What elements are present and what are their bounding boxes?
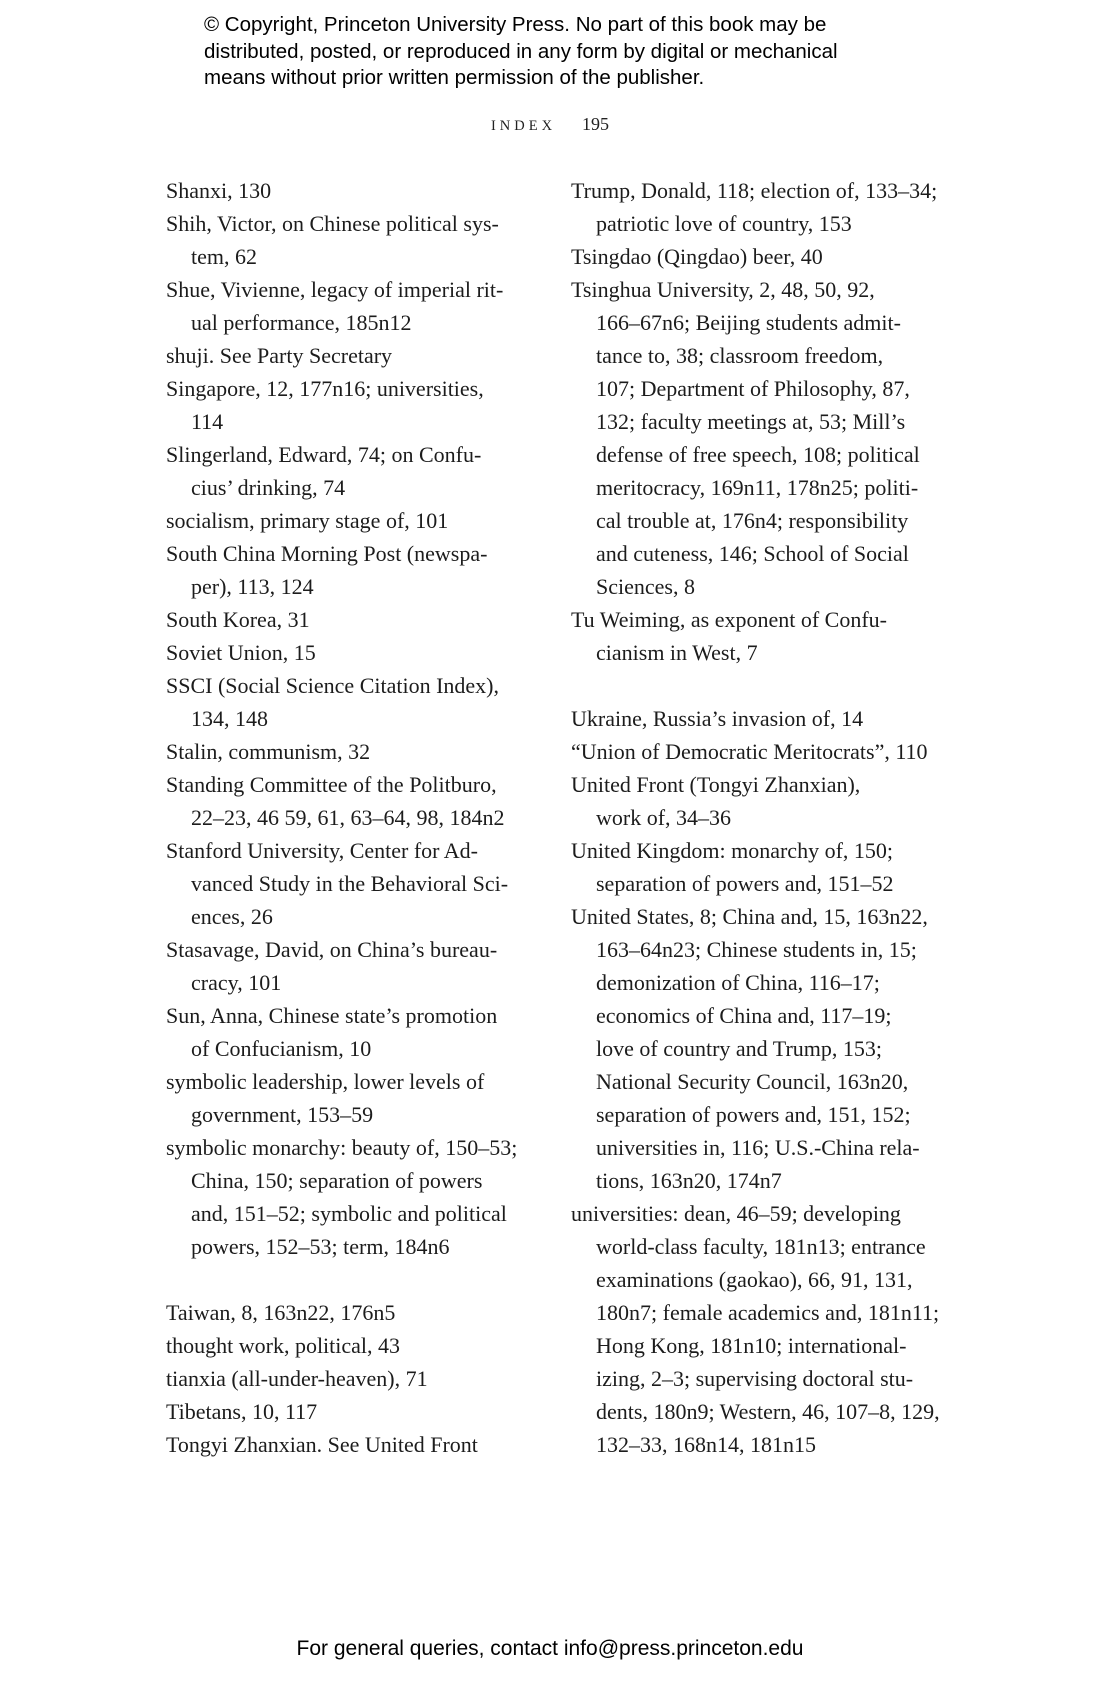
index-entry-continuation: cal trouble at, 176n4; responsibility <box>596 508 909 533</box>
index-entry-continuation: per), 113, 124 <box>191 574 314 599</box>
copyright-line: distributed, posted, or reproduced in any form by digital or mechanical <box>204 39 838 63</box>
index-entry-continuation: cracy, 101 <box>191 970 282 995</box>
index-entry-continuation: China, 150; separation of powers <box>191 1168 483 1193</box>
index-entry: symbolic monarchy: beauty of, 150–53; <box>166 1135 518 1160</box>
index-entry-continuation: and, 151–52; symbolic and political <box>191 1201 507 1226</box>
index-entry: tianxia (all-under-heaven), 71 <box>166 1366 428 1391</box>
index-entry: South China Morning Post (newspa- <box>166 541 488 566</box>
index-entry: Stanford University, Center for Ad- <box>166 838 479 863</box>
index-entry-continuation: tions, 163n20, 174n7 <box>596 1168 782 1193</box>
index-entry-continuation: 132–33, 168n14, 181n15 <box>596 1432 816 1457</box>
index-entry: Singapore, 12, 177n16; universities, <box>166 376 484 401</box>
index-entry: Stalin, communism, 32 <box>166 739 371 764</box>
index-entry: United Kingdom: monarchy of, 150; <box>571 838 894 863</box>
index-entry-continuation: ual performance, 185n12 <box>191 310 412 335</box>
index-entry: Soviet Union, 15 <box>166 640 316 665</box>
index-entry: “Union of Democratic Meritocrats”, 110 <box>571 739 928 764</box>
index-entry-continuation: and cuteness, 146; School of Social <box>596 541 909 566</box>
index-entry-continuation: dents, 180n9; Western, 46, 107–8, 129, <box>596 1399 940 1424</box>
index-entry-continuation: government, 153–59 <box>191 1102 374 1127</box>
index-entry-continuation: 134, 148 <box>191 706 268 731</box>
section-gap <box>571 669 941 702</box>
index-entry: Taiwan, 8, 163n22, 176n5 <box>166 1300 396 1325</box>
index-entry-continuation: 114 <box>191 409 224 434</box>
index-entry: Stasavage, David, on China’s bureau- <box>166 937 498 962</box>
index-entry-continuation: world-class faculty, 181n13; entrance <box>596 1234 926 1259</box>
index-entry-continuation: Sciences, 8 <box>596 574 695 599</box>
index-entry-continuation: defense of free speech, 108; political <box>596 442 920 467</box>
running-head-label: INDEX <box>490 118 557 134</box>
index-entry-continuation: 180n7; female academics and, 181n11; <box>596 1300 940 1325</box>
index-column-left <box>166 174 526 1461</box>
index-entry: Tibetans, 10, 117 <box>166 1399 318 1424</box>
index-entry-continuation: 22–23, 46 59, 61, 63–64, 98, 184n2 <box>191 805 505 830</box>
copyright-line: means without prior written permission of the publisher. <box>204 66 705 89</box>
index-entry: Trump, Donald, 118; election of, 133–34; <box>571 178 938 203</box>
index-entry-continuation: tem, 62 <box>191 244 257 269</box>
index-entry-continuation: National Security Council, 163n20, <box>596 1069 909 1094</box>
index-column-right <box>571 174 941 1461</box>
index-entry-continuation: work of, 34–36 <box>596 805 732 830</box>
index-entry: Tsingdao (Qingdao) beer, 40 <box>571 244 823 269</box>
index-entry: South Korea, 31 <box>166 607 310 632</box>
copyright-line: © Copyright, Princeton University Press. No part of this book may be <box>204 13 827 36</box>
index-entry-continuation: cianism in West, 7 <box>596 640 758 665</box>
index-entry-continuation: izing, 2–3; supervising doctoral stu- <box>596 1366 914 1391</box>
index-entry-continuation: 163–64n23; Chinese students in, 15; <box>596 937 917 962</box>
index-entry: SSCI (Social Science Citation Index), <box>166 673 499 698</box>
index-entry-continuation: cius’ drinking, 74 <box>191 475 346 500</box>
index-entry: Shanxi, 130 <box>166 178 272 203</box>
index-entry-continuation: tance to, 38; classroom freedom, <box>596 343 884 368</box>
index-entry-continuation: economics of China and, 117–19; <box>596 1003 892 1028</box>
running-head <box>0 114 1100 135</box>
index-entry: Tu Weiming, as exponent of Confu- <box>571 607 887 632</box>
section-gap <box>166 1263 526 1296</box>
index-entry-continuation: examinations (gaokao), 66, 91, 131, <box>596 1267 913 1292</box>
index-entry-continuation: love of country and Trump, 153; <box>596 1036 882 1061</box>
index-entry-continuation: demonization of China, 116–17; <box>596 970 880 995</box>
index-entry-continuation: 107; Department of Philosophy, 87, <box>596 376 910 401</box>
index-entry: thought work, political, 43 <box>166 1333 401 1358</box>
index-entry: socialism, primary stage of, 101 <box>166 508 449 533</box>
index-entry: Tsinghua University, 2, 48, 50, 92, <box>571 277 875 302</box>
index-entry-continuation: 132; faculty meetings at, 53; Mill’s <box>596 409 906 434</box>
index-entry: United States, 8; China and, 15, 163n22, <box>571 904 928 929</box>
index-entry: universities: dean, 46–59; developing <box>571 1201 901 1226</box>
index-entry: Tongyi Zhanxian. See United Front <box>166 1432 478 1457</box>
index-entry-continuation: 166–67n6; Beijing students admit- <box>596 310 901 335</box>
footer-contact: For general queries, contact info@press.princeton.edu <box>296 1637 804 1660</box>
index-entry: shuji. See Party Secretary <box>166 343 393 368</box>
index-entry-continuation: Hong Kong, 181n10; international- <box>596 1333 907 1358</box>
index-entry-continuation: ences, 26 <box>191 904 273 929</box>
index-entry-continuation: universities in, 116; U.S.-China rela- <box>596 1135 920 1160</box>
index-entry-continuation: of Confucianism, 10 <box>191 1036 372 1061</box>
page-number: 195 <box>582 114 610 134</box>
index-entry: Shue, Vivienne, legacy of imperial rit- <box>166 277 504 302</box>
index-entry: symbolic leadership, lower levels of <box>166 1069 485 1094</box>
index-entry-continuation: separation of powers and, 151, 152; <box>596 1102 911 1127</box>
index-entry-continuation: meritocracy, 169n11, 178n25; politi- <box>596 475 919 500</box>
index-entry: Standing Committee of the Politburo, <box>166 772 497 797</box>
index-entry: Ukraine, Russia’s invasion of, 14 <box>571 706 864 731</box>
index-entry: Slingerland, Edward, 74; on Confu- <box>166 442 482 467</box>
index-entry-continuation: separation of powers and, 151–52 <box>596 871 894 896</box>
index-entry-continuation: patriotic love of country, 153 <box>596 211 852 236</box>
copyright-notice <box>204 12 924 92</box>
index-entry: United Front (Tongyi Zhanxian), <box>571 772 861 797</box>
index-entry-continuation: vanced Study in the Behavioral Sci- <box>191 871 509 896</box>
index-entry-continuation: powers, 152–53; term, 184n6 <box>191 1234 450 1259</box>
index-entry: Shih, Victor, on Chinese political sys- <box>166 211 499 236</box>
index-entry: Sun, Anna, Chinese state’s promotion <box>166 1003 498 1028</box>
